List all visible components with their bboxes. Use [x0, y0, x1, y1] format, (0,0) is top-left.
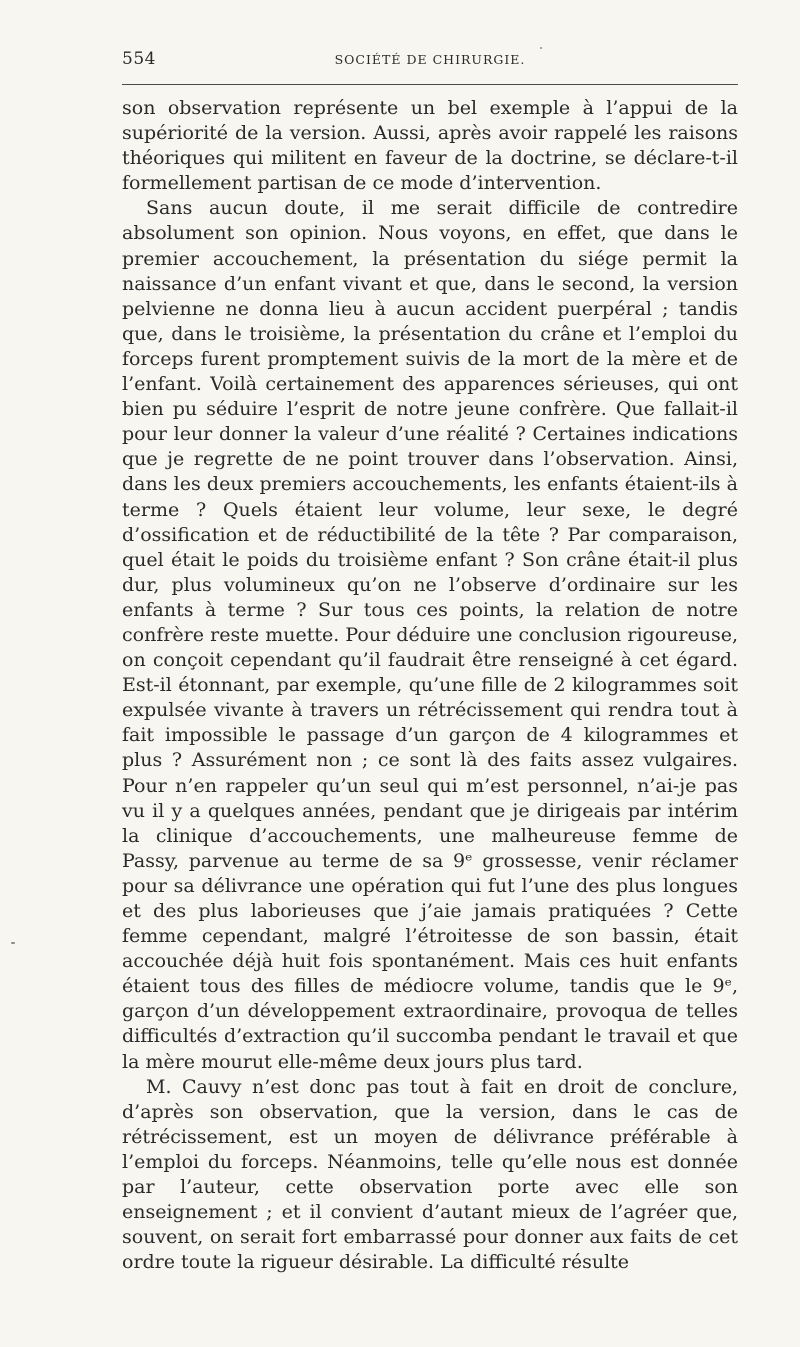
paper-speck [540, 47, 542, 49]
paragraph-1: son observation représente un bel exemple à l’appui de la supériorité de la version. Aussi, après avoir rappelé les raisons théoriques qui militent en faveur de la doctrine, se déclare-t-il formellement partisan de ce mode d’intervention. [122, 97, 738, 195]
running-title: SOCIÉTÉ DE CHIRURGIE. [334, 52, 526, 67]
page-number: 554 [122, 49, 156, 69]
paragraph-2: Sans aucun doute, il me serait difficile de contredire absolument son opinion. Nous voyons, en effet, que dans le premier accouchement, la présentation du siége permit la naissance d’un enfant vivant et que, dans le second, la version pelvienne ne donna lieu à aucun accident puerpéral ; tandis que, dans le troisième, la présentation du crâne et l’emploi du forceps furent promptement suivis de la mort de la mère et de l’enfant. Voilà certainement des apparences sérieuses, qui ont bien pu séduire l’esprit de notre jeune confrère. Que fallait-il pour leur donner la valeur d’une réalité ? Certaines indications que je regrette de ne point trouver dans l’observation. Ainsi, dans les deux premiers accouchements, les enfants étaient-ils à terme ? Quels étaient leur volume, leur sexe, le degré d’ossification et de réductibilité de la tête ? Par comparaison, quel était le poids du troisième enfant ? Son crâne était-il plus dur, plus volumineux qu’on ne l’observe d’ordinaire sur les enfants à terme ? Sur tous ces points, la relation de notre confrère reste muette. Pour déduire une conclusion rigoureuse, on conçoit cependant qu’il faudrait être renseigné à cet égard. Est-il étonnant, par exemple, qu’une fille de 2 kilogrammes soit expulsée vivante à travers un rétrécissement qui rendra tout à fait impossible le passage d’un garçon de 4 kilogrammes et plus ? Assurément non ; ce sont là des faits assez vulgaires. Pour n’en rappeler qu’un seul qui m’est personnel, n’ai-je pas vu il y a quelques années, pendant que je dirigeais par intérim la clinique d’accouchements, une malheureuse femme de Passy, parvenue au terme de sa 9ᵉ grossesse, venir réclamer pour sa délivrance une opération qui fut l’une des plus longues et des plus laborieuses que j’aie jamais pratiquées ? Cette femme cependant, malgré l’étroitesse de son bassin, était accouchée déjà huit fois spontanément. Mais ces huit enfants étaient tous des filles de médiocre volume, tandis que le 9ᵉ, garçon d’un développement extraordinaire, provoqua de telles difficultés d’extraction qu’il succomba pendant le travail et que la mère mourut elle-même deux jours plus tard. [122, 197, 738, 1073]
header-rule [122, 84, 738, 85]
paper-speck [11, 942, 15, 944]
paragraph-3: M. Cauvy n’est donc pas tout à fait en droit de conclure, d’après son observation, que la version, dans le cas de rétrécissement, est un moyen de délivrance préférable à l’emploi du forceps. Néanmoins, telle qu’elle nous est donnée par l’auteur, cette observation porte avec elle son enseignement ; et il convient d’autant mieux de l’agréer que, souvent, on serait fort embarrassé pour donner aux faits de cet ordre toute la rigueur désirable. La difficulté résulte [122, 1075, 738, 1274]
page-header [122, 49, 738, 75]
body-text [122, 96, 738, 1275]
